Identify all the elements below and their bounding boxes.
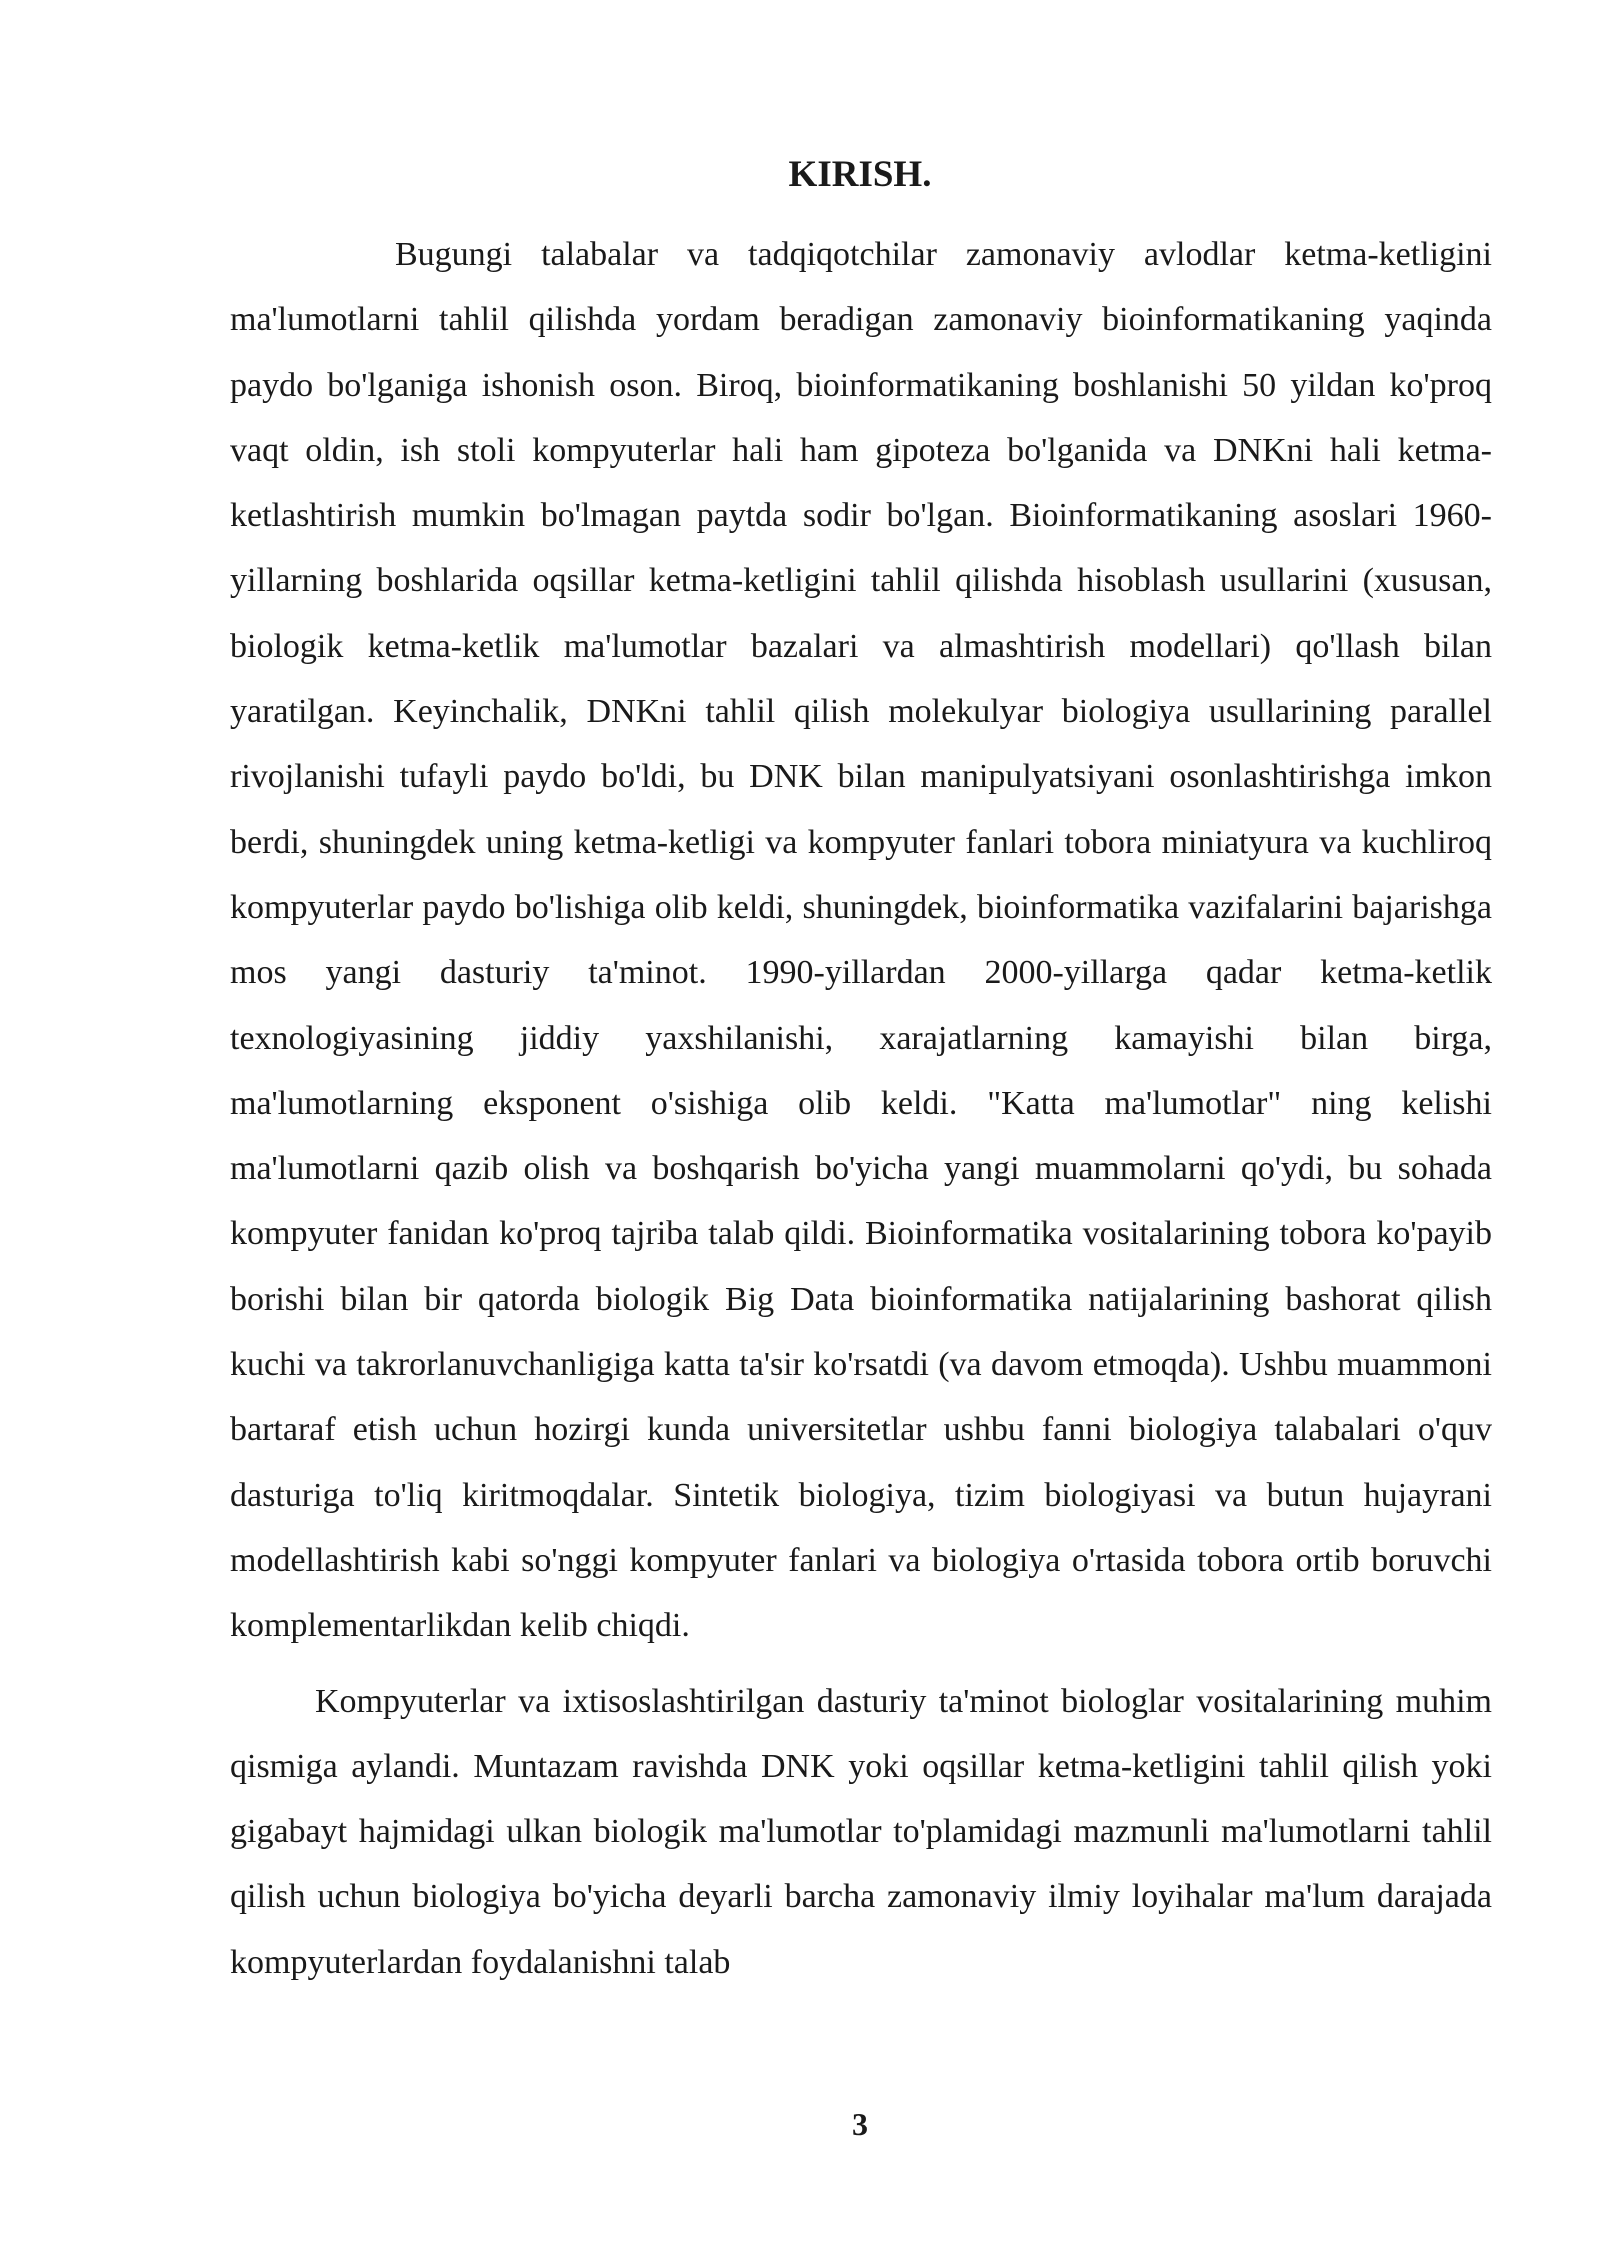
paragraph: Bugungi talabalar va tadqiqotchilar zamonaviy avlodlar ketma-ketligini ma'lumotlarni tahlil qilishda yordam beradigan zamonaviy bioinformatikaning yaqinda paydo bo'lganiga ishonish oson. Biroq, bioinformatikaning boshlanishi 50 yildan ko'proq vaqt oldin, ish stoli kompyuterlar hali ham gipoteza bo'lganida va DNKni hali ketma-ketlashtirish mumkin bo'lmagan paytda sodir bo'lgan. Bioinformatikaning asoslari 1960-yillarning boshlarida oqsillar ketma-ketligini tahlil qilishda hisoblash usullarini (xususan, biologik ketma-ketlik ma'lumotlar bazalari va almashtirish modellari) qo'llash bilan yaratilgan. Keyinchalik, DNKni tahlil qilish molekulyar biologiya usullarining parallel rivojlanishi tufayli paydo bo'ldi, bu DNK bilan manipulyatsiyani osonlashtirishga imkon berdi, shuningdek uning ketma-ketligi va kompyuter fanlari tobora miniatyura va kuchliroq kompyuterlar paydo bo'lishiga olib keldi, shuningdek, bioinformatika vazifalarini bajarishga mos yangi dasturiy ta'minot. 1990-yillardan 2000-yillarga qadar ketma-ketlik texnologiyasining jiddiy yaxshilanishi, xarajatlarning kamayishi bilan birga, ma'lumotlarning eksponent o'sishiga olib keldi. "Katta ma'lumotlar" ning kelishi ma'lumotlarni qazib olish va boshqarish bo'yicha yangi muammolarni qo'ydi, bu sohada kompyuter fanidan ko'proq tajriba talab qildi. Bioinformatika vositalarining tobora ko'payib borishi bilan bir qatorda biologik Big Data bioinformatika natijalarining bashorat qilish kuchi va takrorlanuvchanligiga katta ta'sir ko'rsatdi (va davom etmoqda). Ushbu muammoni bartaraf etish uchun hozirgi kunda universitetlar ushbu fanni biologiya talabalari o'quv dasturiga to'liq kiritmoqdalar. Sintetik biologiya, tizim biologiyasi va butun hujayrani modellashtirish kabi so'nggi kompyuter fanlari va biologiya o'rtasida tobora ortib boruvchi komplementarlikdan kelib chiqdi.: [230, 236, 1492, 1645]
paragraph: Kompyuterlar va ixtisoslashtirilgan dasturiy ta'minot biologlar vositalarining muhim qismiga aylandi. Muntazam ravishda DNK yoki oqsillar ketma-ketligini tahlil qilish yoki gigabayt hajmidagi ulkan biologik ma'lumotlar to'plamidagi mazmunli ma'lumotlarni tahlil qilish uchun biologiya bo'yicha deyarli barcha zamonaviy ilmiy loyihalar ma'lum darajada kompyuterlardan foydalanishni talab: [230, 1682, 1492, 1981]
page-title: KIRISH.: [788, 154, 932, 195]
body-text: [230, 222, 1492, 1995]
page-number: 3: [852, 2106, 868, 2142]
